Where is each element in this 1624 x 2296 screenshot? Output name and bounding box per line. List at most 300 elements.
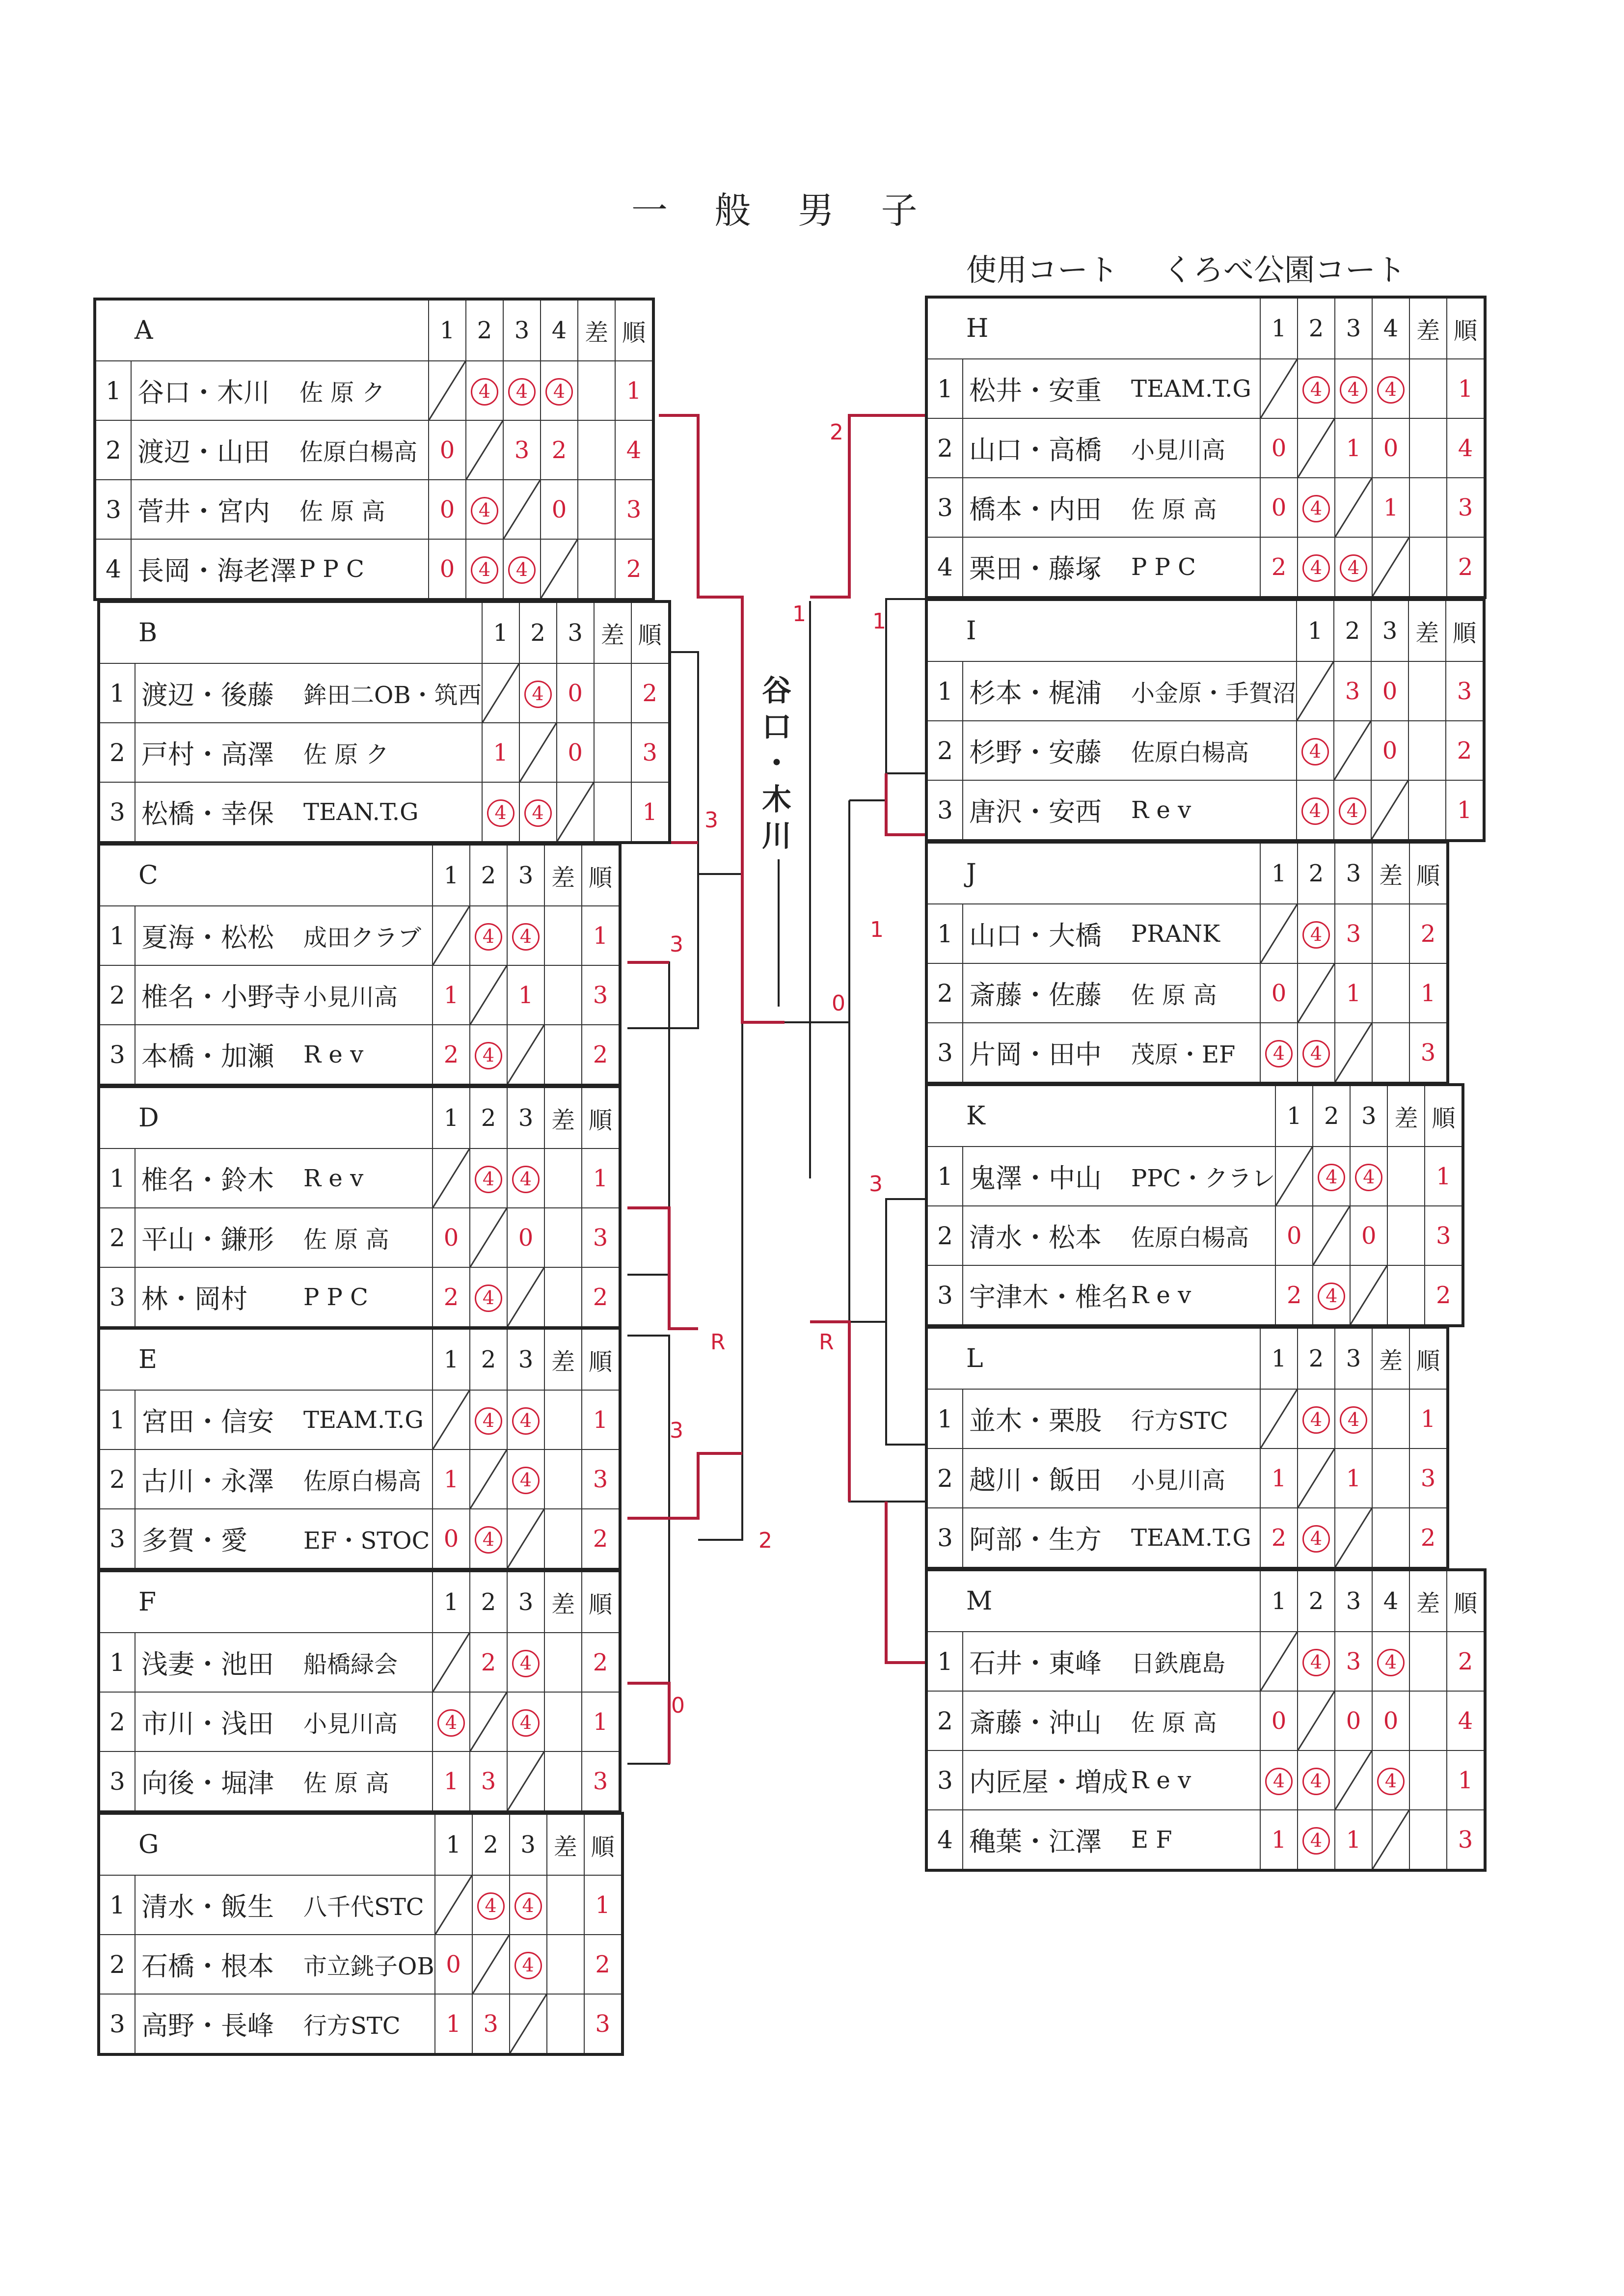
pair-name: 杉野・安藤 [963, 721, 1131, 780]
win-circle: 4 [512, 1166, 540, 1193]
result-cell: 2 [1425, 1265, 1463, 1326]
self-match-cell [1350, 1265, 1387, 1326]
group-header-cell: 1 [433, 1087, 470, 1148]
result-cell [1298, 478, 1335, 537]
win-circle: 4 [1318, 1283, 1345, 1310]
self-match-cell [1298, 418, 1335, 478]
win-circle: 4 [514, 1892, 542, 1920]
group-name: E [99, 1328, 433, 1390]
group-header-cell: 1 [482, 601, 519, 663]
seed-number: 1 [99, 1633, 135, 1692]
group-header-cell: 1 [433, 1571, 470, 1633]
group-header-cell: 2 [519, 601, 557, 663]
pair-name: 平山・鎌形 [135, 1208, 303, 1267]
win-circle: 4 [508, 378, 536, 406]
group-name: H [926, 297, 1260, 359]
club-name: 茂原・EF [1131, 1023, 1260, 1083]
win-circle: 4 [1302, 1768, 1330, 1795]
self-match-cell [1335, 1508, 1372, 1568]
seed-number: 3 [926, 1023, 963, 1083]
seed-number: 3 [99, 1025, 135, 1085]
team-row [926, 418, 1485, 478]
result-cell [544, 1267, 582, 1328]
result-cell: 1 [1372, 478, 1409, 537]
club-name: R e v [303, 1148, 433, 1208]
team-row [926, 537, 1485, 598]
result-cell: 3 [470, 1751, 507, 1812]
result-cell [1409, 1810, 1447, 1870]
group-header-cell: 4 [1372, 297, 1409, 359]
club-name: PPC・クラレ [1131, 1147, 1275, 1206]
self-match-cell [429, 361, 466, 420]
club-name: TEAM.T.G [1131, 359, 1260, 418]
score-label: R [710, 1330, 726, 1355]
group-header-cell: 順 [1425, 1085, 1463, 1147]
pair-name: 谷口・木川 [131, 361, 299, 420]
group-header-cell: 差 [1409, 1570, 1447, 1632]
group-header-cell: 1 [1275, 1085, 1313, 1147]
group-name: C [99, 844, 433, 906]
seed-number: 1 [926, 359, 963, 418]
result-cell [547, 1875, 584, 1935]
group-table-g [97, 1812, 624, 2056]
seed-number: 1 [95, 361, 131, 420]
team-row [926, 1389, 1448, 1449]
pair-name: 並木・栗股 [963, 1389, 1131, 1449]
score-label: 1 [872, 609, 886, 634]
result-cell: 3 [1335, 1632, 1372, 1691]
result-cell: 1 [1260, 1449, 1298, 1508]
team-row [99, 723, 670, 782]
group-header-cell: 2 [470, 1087, 507, 1148]
result-cell [472, 1875, 510, 1935]
group-header-cell: 2 [466, 299, 503, 361]
group-header-cell: 2 [1298, 1570, 1335, 1632]
pair-name: 宇津木・椎名 [963, 1265, 1131, 1326]
result-cell: 2 [1447, 537, 1485, 598]
club-name: 日鉄鹿島 [1131, 1632, 1260, 1691]
self-match-cell [1313, 1206, 1350, 1265]
result-cell: 3 [582, 1208, 620, 1267]
result-cell [544, 1751, 582, 1812]
pair-name: 夏海・松松 [135, 906, 303, 965]
result-cell: 1 [1335, 963, 1372, 1023]
seed-number: 2 [926, 418, 963, 478]
group-header-cell: 差 [544, 844, 582, 906]
win-circle: 4 [1265, 1040, 1293, 1067]
seed-number: 3 [99, 1994, 135, 2054]
win-circle: 4 [1377, 1768, 1405, 1795]
result-cell: 2 [1446, 721, 1484, 780]
result-cell [470, 1025, 507, 1085]
win-circle: 4 [508, 556, 536, 584]
result-cell [1298, 537, 1335, 598]
seed-number: 1 [926, 1389, 963, 1449]
result-cell [594, 663, 631, 723]
seed-number: 1 [926, 661, 963, 721]
result-cell: 0 [1260, 963, 1298, 1023]
self-match-cell [507, 1025, 544, 1085]
result-cell [1372, 1750, 1409, 1810]
result-cell [1260, 1023, 1298, 1083]
team-row [99, 1449, 620, 1509]
pair-name: 菅井・宮内 [131, 480, 299, 539]
group-header-cell: 差 [578, 299, 615, 361]
result-cell: 4 [615, 420, 653, 480]
win-circle: 4 [1339, 797, 1366, 825]
result-cell: 3 [1446, 661, 1484, 721]
seed-number: 1 [99, 1148, 135, 1208]
result-cell [1409, 1691, 1447, 1750]
win-circle: 4 [512, 923, 540, 951]
group-header-cell: 3 [1371, 600, 1408, 661]
team-row [95, 480, 653, 539]
pair-name: 向後・堀津 [135, 1751, 303, 1812]
pair-name: 片岡・田中 [963, 1023, 1131, 1083]
result-cell: 4 [1447, 418, 1485, 478]
group-name: I [926, 600, 1297, 661]
team-row [926, 1508, 1448, 1568]
pair-name: 椎名・小野寺 [135, 965, 303, 1025]
win-circle: 4 [1301, 797, 1329, 825]
club-name: 佐 原 高 [303, 1208, 433, 1267]
pair-name: 渡辺・山田 [131, 420, 299, 480]
pair-name: 阿部・生方 [963, 1508, 1131, 1568]
seed-number: 2 [99, 1935, 135, 1994]
seed-number: 2 [926, 721, 963, 780]
win-circle: 4 [1340, 554, 1367, 582]
result-cell [1409, 359, 1447, 418]
result-cell [1297, 721, 1334, 780]
result-cell [1335, 1389, 1372, 1449]
group-header-row [99, 1087, 620, 1148]
seed-number: 3 [99, 1509, 135, 1569]
win-circle: 4 [1302, 1525, 1330, 1553]
result-cell [1408, 721, 1446, 780]
result-cell: 0 [435, 1935, 472, 1994]
group-header-cell: 差 [1372, 1327, 1409, 1389]
pair-name: 内匠屋・増成 [963, 1750, 1131, 1810]
group-header-cell: 1 [1260, 842, 1298, 904]
score-label: 0 [671, 1693, 685, 1718]
result-cell: 2 [541, 420, 578, 480]
group-header-row [926, 1327, 1448, 1389]
group-header-cell: 順 [584, 1813, 623, 1875]
result-cell [503, 539, 541, 600]
score-label: 3 [670, 1418, 683, 1443]
result-cell [1298, 1810, 1335, 1870]
group-table-h [925, 296, 1487, 599]
winner-char: 木 [762, 783, 791, 817]
result-cell: 2 [433, 1267, 470, 1328]
group-header-cell: 差 [1372, 842, 1409, 904]
result-cell [470, 1148, 507, 1208]
result-cell: 2 [582, 1633, 620, 1692]
result-cell: 0 [557, 723, 594, 782]
group-header-cell: 2 [472, 1813, 510, 1875]
result-cell: 0 [1371, 721, 1408, 780]
self-match-cell [1260, 904, 1298, 963]
team-row [926, 1632, 1485, 1691]
win-circle: 4 [1302, 1827, 1330, 1855]
result-cell: 1 [1409, 963, 1448, 1023]
group-header-row [926, 1570, 1485, 1632]
score-label: 3 [670, 932, 683, 957]
result-cell: 0 [1372, 1691, 1409, 1750]
result-cell [594, 723, 631, 782]
result-cell: 0 [1260, 418, 1298, 478]
result-cell: 3 [1425, 1206, 1463, 1265]
team-row [99, 1509, 620, 1569]
club-name: 佐原白楊高 [303, 1449, 433, 1509]
result-cell [519, 782, 557, 843]
self-match-cell [472, 1935, 510, 1994]
seed-number: 2 [926, 1691, 963, 1750]
result-cell [544, 1148, 582, 1208]
seed-number: 2 [99, 1208, 135, 1267]
group-header-cell: 2 [1298, 297, 1335, 359]
result-cell: 3 [1335, 904, 1372, 963]
self-match-cell [1298, 1691, 1335, 1750]
club-name: 八千代STC [303, 1875, 435, 1935]
group-header-cell: 2 [1334, 600, 1371, 661]
team-row [926, 1691, 1485, 1750]
self-match-cell [507, 1267, 544, 1328]
win-circle: 4 [1340, 376, 1367, 404]
result-cell [1372, 359, 1409, 418]
result-cell [507, 1449, 544, 1509]
score-label: 1 [792, 601, 806, 627]
group-header-cell: 3 [1335, 1570, 1372, 1632]
result-cell: 0 [1260, 478, 1298, 537]
group-header-row [926, 842, 1448, 904]
seed-number: 3 [926, 1508, 963, 1568]
seed-number: 1 [99, 663, 135, 723]
result-cell [1335, 359, 1372, 418]
score-label: 1 [870, 917, 884, 942]
group-header-cell: 差 [544, 1087, 582, 1148]
club-name: 成田クラブ [303, 906, 433, 965]
group-header-cell: 差 [544, 1571, 582, 1633]
group-header-cell: 順 [1409, 1327, 1448, 1389]
result-cell [544, 1509, 582, 1569]
group-header-cell: 3 [503, 299, 541, 361]
result-cell [544, 1208, 582, 1267]
result-cell: 1 [1446, 780, 1484, 841]
club-name: 行方STC [303, 1994, 435, 2054]
self-match-cell [470, 1449, 507, 1509]
seed-number: 3 [95, 480, 131, 539]
self-match-cell [557, 782, 594, 843]
win-circle: 4 [475, 1526, 502, 1554]
result-cell: 2 [582, 1267, 620, 1328]
result-cell [433, 1692, 470, 1751]
result-cell: 3 [472, 1994, 510, 2054]
pair-name: 穐葉・江澤 [963, 1810, 1131, 1870]
seed-number: 2 [926, 1206, 963, 1265]
group-table-a [93, 298, 655, 601]
result-cell: 3 [1334, 661, 1371, 721]
winner-char: 谷 [762, 674, 791, 708]
club-name: 佐 原 高 [303, 1751, 433, 1812]
group-table-b [97, 600, 671, 844]
club-name: 小見川高 [1131, 418, 1260, 478]
win-circle: 4 [1355, 1164, 1382, 1191]
court-name: くろべ公園コート [1163, 252, 1407, 288]
result-cell: 1 [433, 965, 470, 1025]
group-header-cell: 3 [1335, 297, 1372, 359]
result-cell [470, 906, 507, 965]
pair-name: 渡辺・後藤 [135, 663, 303, 723]
club-name: 佐原白楊高 [1131, 721, 1297, 780]
group-header-cell: 1 [1260, 297, 1298, 359]
club-name: 小金原・手賀沼 [1131, 661, 1297, 721]
result-cell: 1 [582, 1692, 620, 1751]
winner-char: 口 [762, 710, 791, 744]
self-match-cell [503, 480, 541, 539]
result-cell [578, 420, 615, 480]
group-header-cell: 4 [1372, 1570, 1409, 1632]
group-header-cell: 3 [1350, 1085, 1387, 1147]
seed-number: 1 [926, 1147, 963, 1206]
seed-number: 2 [99, 723, 135, 782]
seed-number: 4 [95, 539, 131, 600]
seed-number: 4 [926, 1810, 963, 1870]
result-cell [544, 1449, 582, 1509]
club-name: R e v [1131, 1750, 1260, 1810]
club-name: 市立銚子OB [303, 1935, 435, 1994]
team-row [99, 1751, 620, 1812]
group-header-cell: 順 [1447, 1570, 1485, 1632]
group-header-cell: 3 [507, 1328, 544, 1390]
self-match-cell [1297, 661, 1334, 721]
result-cell: 2 [470, 1633, 507, 1692]
result-cell [547, 1935, 584, 1994]
pair-name: 山口・高橋 [963, 418, 1131, 478]
result-cell: 0 [507, 1208, 544, 1267]
club-name: TEAM.T.G [303, 1390, 433, 1449]
win-circle: 4 [1377, 376, 1405, 404]
pair-name: 松橋・幸保 [135, 782, 303, 843]
pair-name: 山口・大橋 [963, 904, 1131, 963]
group-header-row [99, 601, 670, 663]
pair-name: 斎藤・沖山 [963, 1691, 1131, 1750]
result-cell [1335, 537, 1372, 598]
group-header-cell: 2 [470, 1571, 507, 1633]
group-header-row [99, 844, 620, 906]
club-name: 鉾田二OB・筑西 [303, 663, 482, 723]
result-cell: 0 [429, 420, 466, 480]
result-cell [507, 1390, 544, 1449]
self-match-cell [470, 1208, 507, 1267]
seed-number: 2 [99, 1449, 135, 1509]
win-circle: 4 [524, 799, 552, 827]
group-table-e [97, 1327, 622, 1571]
group-name: M [926, 1570, 1260, 1632]
result-cell [1372, 1449, 1409, 1508]
result-cell: 3 [582, 1751, 620, 1812]
result-cell: 1 [433, 1751, 470, 1812]
result-cell [1298, 1389, 1335, 1449]
result-cell [1409, 1632, 1447, 1691]
group-header-cell: 2 [470, 1328, 507, 1390]
result-cell [544, 906, 582, 965]
win-circle: 4 [524, 681, 552, 708]
group-name: L [926, 1327, 1260, 1389]
result-cell [547, 1994, 584, 2054]
result-cell [1298, 1508, 1335, 1568]
win-circle: 4 [1265, 1768, 1293, 1795]
group-header-cell: 4 [541, 299, 578, 361]
win-circle: 4 [471, 497, 498, 524]
win-circle: 4 [437, 1709, 465, 1737]
result-cell [470, 1267, 507, 1328]
result-cell [544, 1692, 582, 1751]
result-cell: 3 [503, 420, 541, 480]
win-circle: 4 [512, 1467, 540, 1494]
win-circle: 4 [1302, 554, 1330, 582]
result-cell: 0 [433, 1208, 470, 1267]
result-cell [541, 361, 578, 420]
result-cell: 1 [1335, 1810, 1372, 1870]
result-cell [1372, 1632, 1409, 1691]
result-cell [544, 1390, 582, 1449]
self-match-cell [1298, 963, 1335, 1023]
group-header-row [95, 299, 653, 361]
result-cell: 3 [615, 480, 653, 539]
result-cell: 2 [582, 1509, 620, 1569]
club-name: PRANK [1131, 904, 1260, 963]
win-circle: 4 [512, 1407, 540, 1435]
result-cell: 1 [1409, 1389, 1448, 1449]
pair-name: 橋本・内田 [963, 478, 1131, 537]
result-cell: 2 [1409, 904, 1448, 963]
result-cell [1372, 1023, 1409, 1083]
seed-number: 4 [926, 537, 963, 598]
win-circle: 4 [487, 799, 514, 827]
club-name: 小見川高 [1131, 1449, 1260, 1508]
result-cell: 2 [1447, 1632, 1485, 1691]
group-header-row [99, 1571, 620, 1633]
club-name: 佐 原 高 [1131, 963, 1260, 1023]
result-cell: 3 [582, 965, 620, 1025]
result-cell [594, 782, 631, 843]
self-match-cell [1371, 780, 1408, 841]
team-row [926, 963, 1448, 1023]
group-header-cell: 2 [1313, 1085, 1350, 1147]
seed-number: 1 [99, 1390, 135, 1449]
self-match-cell [519, 723, 557, 782]
result-cell: 0 [433, 1509, 470, 1569]
result-cell: 3 [1447, 478, 1485, 537]
pair-name: 栗田・藤塚 [963, 537, 1131, 598]
club-name: P P C [303, 1267, 433, 1328]
self-match-cell [470, 965, 507, 1025]
result-cell [544, 1633, 582, 1692]
result-cell [510, 1935, 547, 1994]
group-header-cell: 順 [1447, 297, 1485, 359]
result-cell: 1 [507, 965, 544, 1025]
group-header-row [926, 297, 1485, 359]
self-match-cell [433, 1148, 470, 1208]
result-cell [1313, 1265, 1350, 1326]
win-circle: 4 [1302, 921, 1330, 949]
team-row [99, 1267, 620, 1328]
result-cell [1387, 1265, 1425, 1326]
self-match-cell [541, 539, 578, 600]
self-match-cell [1335, 1750, 1372, 1810]
group-header-cell: 順 [582, 1087, 620, 1148]
